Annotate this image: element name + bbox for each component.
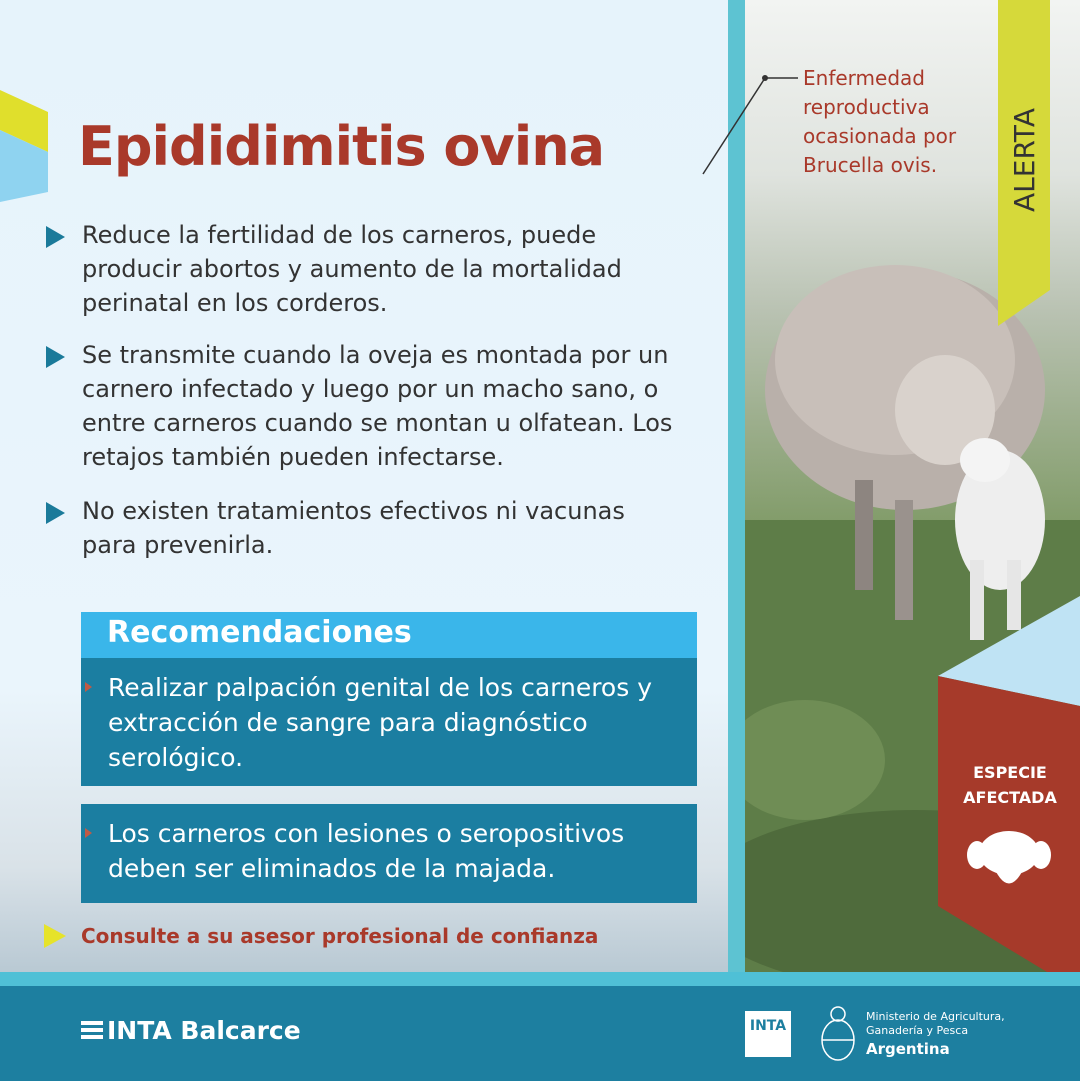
bullet-text: No existen tratamientos efectivos ni vacunas para prevenirla. bbox=[82, 497, 625, 559]
bullet-text: Se transmite cuando la oveja es montada por un carnero infectado y luego por un macho sano, o entre carneros cuando se montan u olfatean. Los retajos también pueden infectarse. bbox=[82, 341, 673, 471]
consult-text: Consulte a su asesor profesional de confianza bbox=[81, 924, 599, 948]
ministerio-line1: Ministerio de Agricultura, bbox=[866, 1010, 1005, 1023]
alerta-label: ALERTA bbox=[1008, 108, 1041, 212]
bullet-triangle-icon bbox=[46, 502, 65, 524]
bullet-item bbox=[46, 494, 686, 562]
page-title: Epididimitis ovina bbox=[78, 115, 605, 178]
bottom-strip bbox=[0, 972, 1080, 986]
ministerio-line2: Ganadería y Pesca bbox=[866, 1024, 969, 1037]
especie-line2: AFECTADA bbox=[963, 788, 1057, 807]
callout-text: Enfermedad reproductiva ocasionada por Brucella ovis. bbox=[803, 66, 957, 177]
recomendacion-marker-icon bbox=[85, 682, 92, 692]
inta-balcarce-logo bbox=[81, 1016, 301, 1045]
inta-box-text: INTA bbox=[749, 1018, 787, 1034]
recomendacion-box bbox=[81, 658, 697, 786]
recomendacion-text: Los carneros con lesiones o seropositivos deben ser eliminados de la majada. bbox=[108, 819, 625, 883]
inta-balcarce-text: INTA Balcarce bbox=[107, 1016, 301, 1045]
consult-triangle-icon bbox=[44, 924, 66, 948]
recomendacion-marker-icon bbox=[85, 828, 92, 838]
bullet-triangle-icon bbox=[46, 346, 65, 368]
argentina-coat-of-arms-icon bbox=[818, 1004, 858, 1064]
ministerio-text bbox=[866, 1010, 1066, 1038]
recomendaciones-header bbox=[81, 612, 697, 658]
alerta-label-svg bbox=[998, 80, 1050, 240]
bullet-triangle-icon bbox=[46, 226, 65, 248]
especie-label bbox=[940, 760, 1080, 810]
decorative-chevron bbox=[0, 90, 50, 210]
inta-box-logo bbox=[745, 1011, 791, 1057]
bullet-text: Reduce la fertilidad de los carneros, puede producir abortos y aumento de la mortalidad perinatal en los corderos. bbox=[82, 221, 622, 317]
callout-line bbox=[695, 70, 805, 180]
recomendaciones-title: Recomendaciones bbox=[107, 615, 412, 650]
bullet-item bbox=[46, 218, 686, 320]
bullet-item bbox=[46, 338, 686, 474]
especie-line1: ESPECIE bbox=[973, 763, 1047, 782]
inta-bars-icon bbox=[81, 1021, 103, 1041]
argentina-text: Argentina bbox=[866, 1040, 950, 1058]
recomendacion-text: Realizar palpación genital de los carneros y extracción de sangre para diagnóstico serológico. bbox=[108, 673, 652, 772]
recomendacion-box bbox=[81, 804, 697, 903]
